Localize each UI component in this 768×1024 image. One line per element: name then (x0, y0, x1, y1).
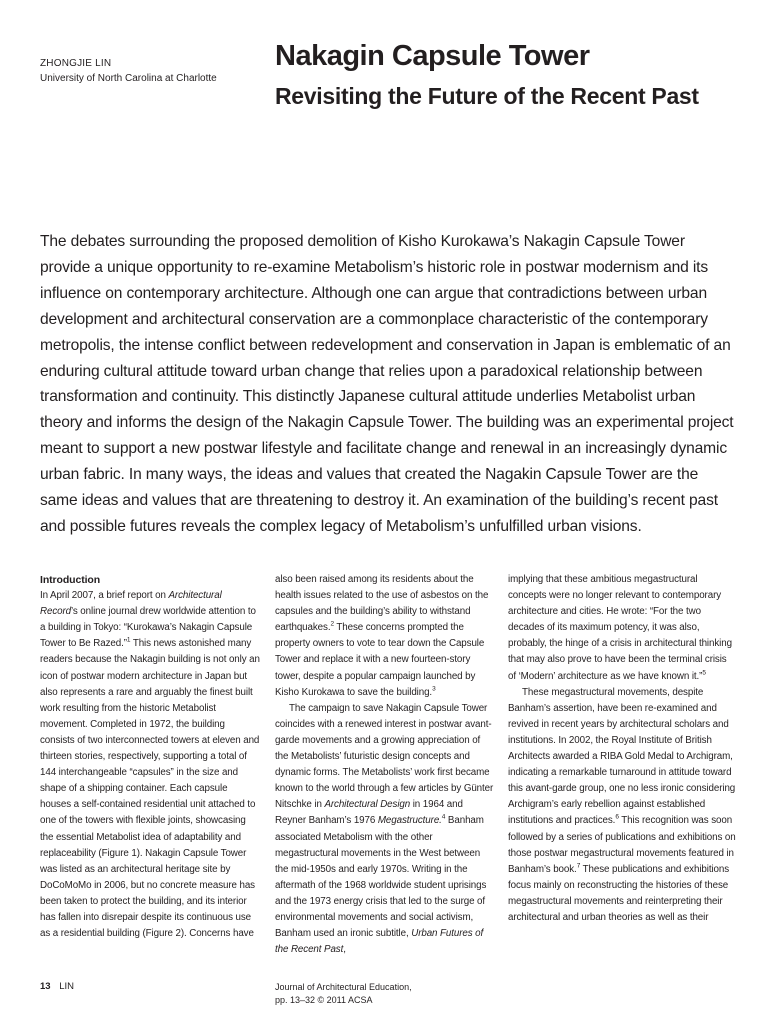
page-number: 13 (40, 981, 51, 992)
title-block (275, 38, 735, 112)
journal-line-2: pp. 13–32 © 2011 ACSA (275, 995, 373, 1005)
footnote-ref: 4 (441, 814, 446, 822)
journal-line-1: Journal of Architectural Education, (275, 982, 412, 992)
footnote-ref: 2 (330, 621, 334, 629)
article-title: Nakagin Capsule Tower (275, 40, 590, 72)
author-affiliation: University of North Carolina at Charlotte (40, 73, 217, 84)
body-column-2 (275, 572, 495, 958)
footnote-ref: 3 (432, 685, 436, 693)
running-head: LIN (59, 981, 75, 992)
footnote-ref: 5 (702, 669, 706, 677)
paragraph: implying that these ambitious megastructural concepts were no longer relevant to contemporary architecture and cities. He wrote: “For the two decades of its maximum potency, it was also, probably, the hinge of a crisis in architectural thinking that may also prove to have been the terminal crisis of ‘Modern’ architecture as we have known it.”$^5$ (508, 574, 732, 682)
paragraph: In April 2007, a brief report on Architectural Record’s online journal drew worldwide attention to a building in Tokyo: “Kurokawa’s Nakagin Capsule Tower to Be Razed.”$^1$ This news astonished many readers because the Nakagin building is not only an icon of postwar modern architecture in Japan but also represents a rare and arguably the finest built work resulting from the historic Metabolist movement. Completed in 1972, the building consists of two interconnected towers at eleven and thirteen stories, respectively, supporting a total of 144 interchangeable “capsules” in the size and shape of a shipping container. Each capsule houses a self-contained residential unit attached to one of the towers with flexible joints, showcasing the essential Metabolist idea of adaptability and replaceability (Figure 1). Nakagin Capsule Tower was listed as an architectural heritage site by DoCoMoMo in 2006, but no concrete measure has been taken to protect the building, and its interior has fallen into disrepair despite its continuous use as a residential building (Figure 2). Concerns have (40, 590, 260, 940)
journal-citation (275, 981, 412, 1007)
paragraph: These megastructural movements, despite Banham’s assertion, have been re-examined and revived in recent years by architectural scholars and institutions. In 2002, the Royal Institute of British Architects awarded a RIBA Gold Medal to Archigram, indicating a remarkable turnaround in attitude toward this avant-garde group, one no less ironic considering Archigram’s early rebellion against established institutions and practices.$^6$ This recognition was soon followed by a series of publications and exhibitions on those postwar megastructural movements featured in Banham’s book.$^7$ These publications and exhibitions focus mainly on reconstructing the histories of these megastructural movements and reinterpreting their architectural and urban theories as well as their (508, 686, 736, 923)
abstract: The debates surrounding the proposed demolition of Kisho Kurokawa’s Nakagin Capsule Tower provide a unique opportunity to re-examine Metabolism’s historic role in postwar modernism and its influence on contemporary architecture. Although one can argue that contradictions between urban development and architectural conservation are a commonplace characteristic of the contemporary metropolis, the intense conflict between redevelopment and conservation in Japan is emblematic of an enduring cultural attitude toward urban change that relies upon a paradoxical relationship between transformation and continuity. This distinctly Japanese cultural attitude underlies Metabolist urban theory and informs the design of the Nakagin Capsule Tower. The building was an experimental project meant to support a new postwar lifestyle and facilitate change and renewal in an increasingly dynamic urban fabric. In many ways, the ideas and values that created the Nagakin Capsule Tower are the same ideas and values that are threatening to destroy it. An examination of the building’s recent past and possible futures reveals the complex legacy of Metabolism’s unfulfilled urban visions. (40, 233, 734, 535)
footnote-ref: 1 (126, 637, 131, 645)
body-column-1 (40, 572, 260, 942)
paragraph: The campaign to save Nakagin Capsule Tower coincides with a renewed interest in postwar avant-garde movements and a growing appreciation of the Metabolists’ futuristic design concepts and dynamic forms. The Metabolists’ work first became known to the world through a few articles by Günter Nitschke in Architectural Design in 1964 and Reyner Banham’s 1976 Megastructure.$^4$ Banham associated Metabolism with the other megastructural movements in the West between the mid-1950s and early 1970s. Writing in the aftermath of the 1968 worldwide student uprisings and the 1973 energy crisis that led to the surge of environmental movements and social activism, Banham used an ironic subtitle, Urban Futures of the Recent Past, (275, 702, 494, 956)
article-subtitle: Revisiting the Future of the Recent Past (275, 83, 699, 109)
footnote-ref: 7 (576, 862, 581, 870)
page-footer (40, 981, 74, 992)
section-heading-introduction: Introduction (40, 574, 101, 586)
body-column-3 (508, 572, 736, 926)
author-name: ZHONGJIE LIN (40, 58, 112, 69)
footnote-ref: 6 (615, 814, 619, 822)
author-block (40, 56, 260, 86)
paragraph: also been raised among its residents about the health issues related to the use of asbestos on the capsules and the building’s ability to withstand earthquakes.$^2$ These concerns prompted the property owners to vote to tear down the Capsule Tower and replace it with a new fourteen-story tower, despite a popular campaign launched by Kisho Kurokawa to save the building.$^3$ (275, 574, 489, 698)
